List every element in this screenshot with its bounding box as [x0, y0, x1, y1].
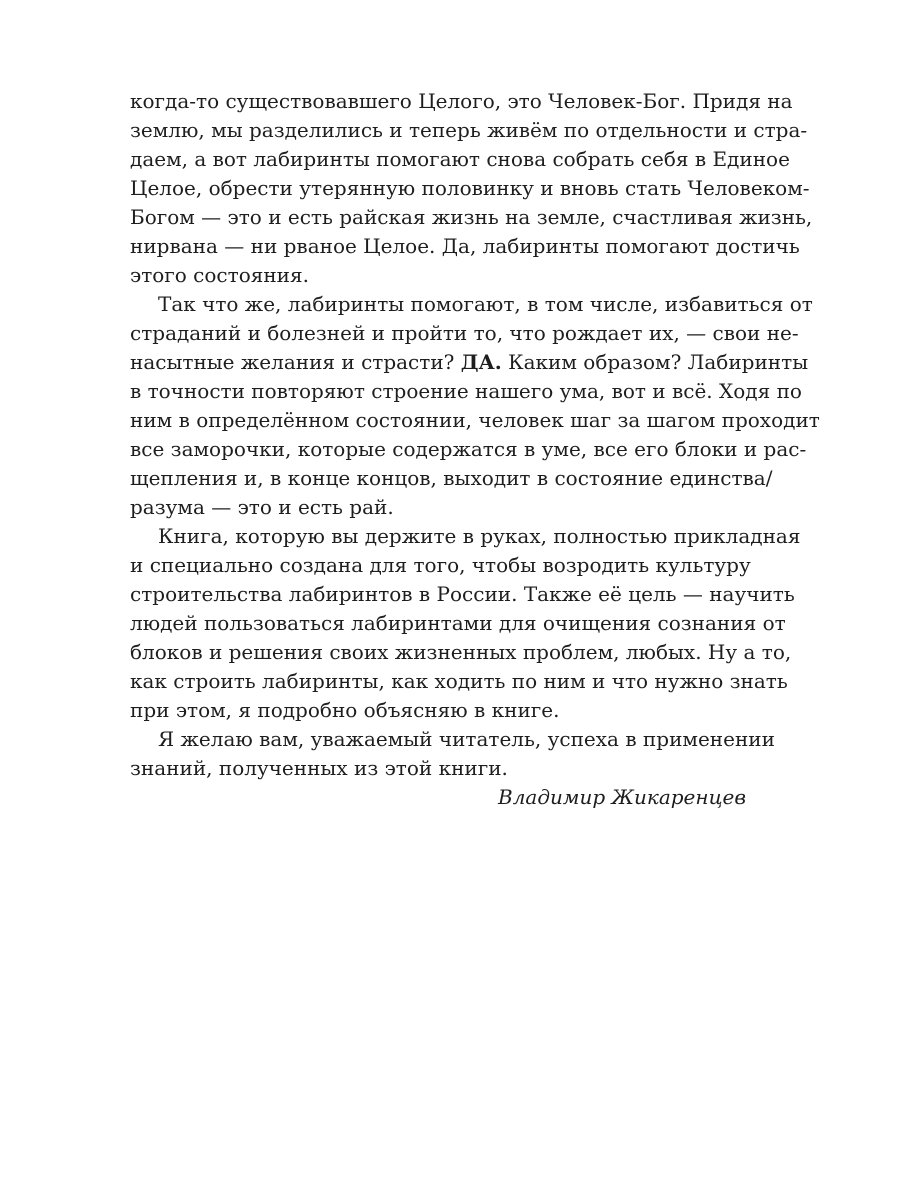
text-line: Книга, которую вы держите в руках, полностью прикладная: [158, 524, 801, 548]
text-line: в точности повторяют строение нашего ума, вот и всё. Ходя по: [130, 379, 802, 403]
text-line: при этом, я подробно объясняю в книге.: [130, 698, 560, 722]
text-line: Целое, обрести утерянную половинку и вновь стать Человеком-: [130, 176, 810, 200]
text-line: этого состояния.: [130, 263, 309, 287]
text-line: и специально создана для того, чтобы возродить культуру: [130, 553, 751, 577]
text-line: когда-то существовавшего Целого, это Человек-Бог. Придя на: [130, 89, 793, 113]
text-line: знаний, полученных из этой книги.: [130, 756, 508, 780]
text-line: Я желаю вам, уважаемый читатель, успеха в применении: [158, 727, 775, 751]
paragraph-1: [130, 87, 813, 290]
page-body: [130, 87, 820, 812]
text-line: ним в определённом состоянии, человек шаг за шагом проходит: [130, 408, 820, 432]
text-segment: Каким образом? Лабиринты: [501, 350, 809, 374]
text-line: нирвана — ни рваное Целое. Да, лабиринты помогают достичь: [130, 234, 800, 258]
author-signature: Владимир Жикаренцев: [498, 785, 746, 809]
text-line: все заморочки, которые содержатся в уме, все его блоки и рас-: [130, 437, 807, 461]
text-line: блоков и решения своих жизненных проблем, любых. Ну а то,: [130, 640, 792, 664]
text-line-with-emphasis: [130, 348, 809, 377]
text-line: людей пользоваться лабиринтами для очищения сознания от: [130, 611, 786, 635]
emphasis-text: ДА.: [460, 350, 502, 374]
text-line: даем, а вот лабиринты помогают снова собрать себя в Единое: [130, 147, 790, 171]
paragraph-4: [130, 725, 775, 783]
text-line: щепления и, в конце концов, выходит в состояние единства/: [130, 466, 773, 490]
paragraph-2: [130, 290, 820, 522]
text-line: страданий и болезней и пройти то, что рождает их, — свои не-: [130, 321, 799, 345]
text-line: землю, мы разделились и теперь живём по отдельности и стра-: [130, 118, 808, 142]
text-line: Богом — это и есть райская жизнь на земле, счастливая жизнь,: [130, 205, 813, 229]
text-line: как строить лабиринты, как ходить по ним и что нужно знать: [130, 669, 788, 693]
text-line: Так что же, лабиринты помогают, в том числе, избавиться от: [158, 292, 813, 316]
paragraph-3: [130, 522, 801, 725]
text-segment: насытные желания и страсти?: [130, 350, 461, 374]
text-line: разума — это и есть рай.: [130, 495, 394, 519]
text-line: строительства лабиринтов в России. Также её цель — научить: [130, 582, 795, 606]
